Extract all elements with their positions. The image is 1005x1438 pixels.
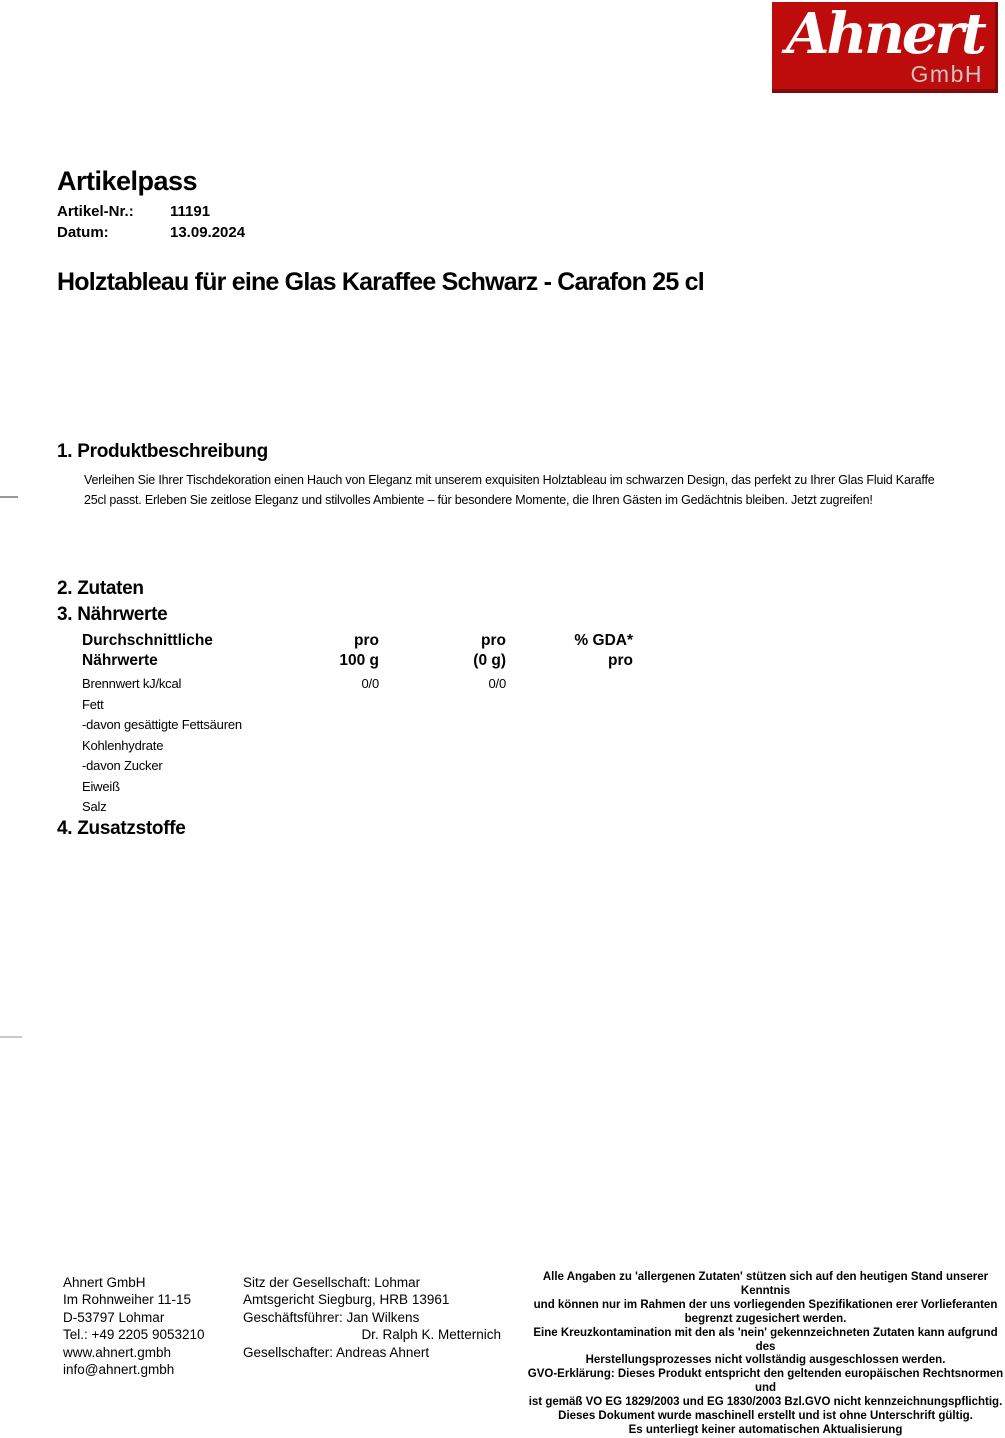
row-gda xyxy=(506,695,633,716)
header-col4-line1: % GDA* xyxy=(574,632,633,649)
logo-suffix: GmbH xyxy=(910,61,983,87)
doc-meta xyxy=(57,201,245,243)
artikel-nr-label: Artikel-Nr.: xyxy=(57,203,134,220)
row-gda xyxy=(506,715,633,736)
legal-note-line: und können nur im Rahmen der uns vorliegenden Spezifikationen erer Vorlieferanten xyxy=(533,1298,998,1311)
legal-note-line: GVO-Erklärung: Dieses Produkt entspricht den geltenden europäischen Rechtsnormen und xyxy=(527,1368,1004,1395)
row-per100 xyxy=(297,777,379,798)
row-gda xyxy=(506,777,633,798)
datum-value: 13.09.2024 xyxy=(170,224,246,241)
table-row xyxy=(82,695,633,716)
product-description: Verleihen Sie Ihrer Tischdekoration einen Hauch von Eleganz mit unserem exquisiten Holztableau im schwarzen Design, das perfekt zu Ihrer Glas Fluid Karaffe 25cl passt. Erleben Sie zeitlose Eleganz und stilvolles Ambiente – für besondere Momente, die Ihren Gästen im Gedächtnis bleiben. Jetzt zugreifen! xyxy=(84,473,935,507)
row-label: -davon gesättigte Fettsäuren xyxy=(82,717,242,732)
row-per100 xyxy=(297,695,379,716)
nutrition-table-header xyxy=(82,631,633,671)
footer-company-name: Ahnert GmbH xyxy=(63,1275,146,1290)
fold-mark xyxy=(0,496,18,498)
section-heading-zusatzstoffe: 4. Zusatzstoffe xyxy=(57,818,186,839)
header-col1-line2: Nährwerte xyxy=(82,652,158,669)
row-gda xyxy=(506,736,633,757)
company-logo xyxy=(772,2,998,93)
footer-legal-notes xyxy=(527,1271,1004,1438)
datum-label: Datum: xyxy=(57,224,109,241)
table-row xyxy=(82,797,633,818)
row-per100 xyxy=(297,756,379,777)
section-heading-zutaten: 2. Zutaten xyxy=(57,578,144,599)
footer-seat: Sitz der Gesellschaft: Lohmar xyxy=(243,1275,421,1290)
product-title: Holztableau für eine Glas Karaffee Schwarz - Carafon 25 cl xyxy=(57,268,704,296)
logo-wordmark: Ahnert xyxy=(786,1,984,67)
header-col4-line2: pro xyxy=(608,652,633,669)
row-label: Brennwert kJ/kcal xyxy=(82,676,182,691)
row-label: -davon Zucker xyxy=(82,758,163,773)
meta-row-datum xyxy=(57,222,245,243)
table-row xyxy=(82,756,633,777)
table-row xyxy=(82,736,633,757)
table-row xyxy=(82,674,633,695)
nutrition-table xyxy=(82,631,633,818)
footer-street: Im Rohnweiher 11-15 xyxy=(63,1292,192,1308)
row-gda xyxy=(506,674,633,695)
row-gda xyxy=(506,756,633,777)
meta-row-artikel-nr xyxy=(57,201,245,222)
row-per100 xyxy=(297,715,379,736)
legal-note-line: Es unterliegt keiner automatischen Aktualisierung xyxy=(628,1423,903,1436)
row-per0 xyxy=(379,715,506,736)
row-per100 xyxy=(297,797,379,818)
legal-note-line: Dieses Dokument wurde maschinell erstellt und ist ohne Unterschrift gültig. xyxy=(558,1410,973,1423)
artikel-nr-value: 11191 xyxy=(170,203,211,220)
row-per100: 0/0 xyxy=(361,676,379,691)
footer-managing-director: Geschäftsführer: Jan Wilkens xyxy=(243,1309,420,1325)
section-heading-naehrwerte: 3. Nährwerte xyxy=(57,604,168,625)
row-gda xyxy=(506,797,633,818)
footer-managing-director-2: Dr. Ralph K. Metternich xyxy=(361,1327,501,1343)
footer-shareholder: Gesellschafter: Andreas Ahnert xyxy=(243,1344,430,1360)
row-per0 xyxy=(379,777,506,798)
footer-website: www.ahnert.gmbh xyxy=(63,1344,172,1360)
header-col2-line1: pro xyxy=(354,632,379,649)
footer-email: info@ahnert.gmbh xyxy=(63,1362,175,1378)
table-row xyxy=(82,777,633,798)
row-per0 xyxy=(379,756,506,777)
doc-title: Artikelpass xyxy=(57,166,198,196)
row-label: Kohlenhydrate xyxy=(82,737,164,753)
footer-address xyxy=(63,1274,205,1378)
row-per100 xyxy=(297,736,379,757)
legal-note-line: ist gemäß VO EG 1829/2003 und EG 1830/2003 Bzl.GVO nicht kennzeichnungspflichtig. xyxy=(528,1396,1003,1409)
legal-note-line: Alle Angaben zu 'allergenen Zutaten' stützen sich auf den heutigen Stand unserer Kenntnis xyxy=(542,1271,989,1297)
row-label: Eiweiß xyxy=(82,778,120,794)
fold-mark xyxy=(0,1036,22,1038)
footer-city: D-53797 Lohmar xyxy=(63,1309,165,1325)
header-col3-line2: (0 g) xyxy=(473,652,506,669)
nutrition-table-body xyxy=(82,674,633,818)
legal-note-line: Eine Kreuzkontamination mit den als 'nein' gekennzeichneten Zutaten kann aufgrund des xyxy=(533,1326,998,1353)
footer-company-info xyxy=(243,1274,501,1361)
header-col2-line2: 100 g xyxy=(339,652,379,669)
header-col3-line1: pro xyxy=(481,632,506,649)
header-col1-line1: Durchschnittliche xyxy=(82,632,213,649)
row-per0 xyxy=(379,797,506,818)
row-label: Salz xyxy=(82,799,107,814)
table-row xyxy=(82,715,633,736)
row-per0: 0/0 xyxy=(488,676,506,691)
footer-phone: Tel.: +49 2205 9053210 xyxy=(63,1327,205,1343)
legal-note-line: begrenzt zugesichert werden. xyxy=(684,1312,847,1325)
legal-note-line: Herstellungsprozesses nicht vollständig ausgeschlossen werden. xyxy=(585,1354,946,1367)
row-per0 xyxy=(379,736,506,757)
row-label: Fett xyxy=(82,696,104,712)
row-per0 xyxy=(379,695,506,716)
section-heading-produktbeschreibung: 1. Produktbeschreibung xyxy=(57,441,268,462)
footer-register: Amtsgericht Siegburg, HRB 13961 xyxy=(243,1292,450,1308)
